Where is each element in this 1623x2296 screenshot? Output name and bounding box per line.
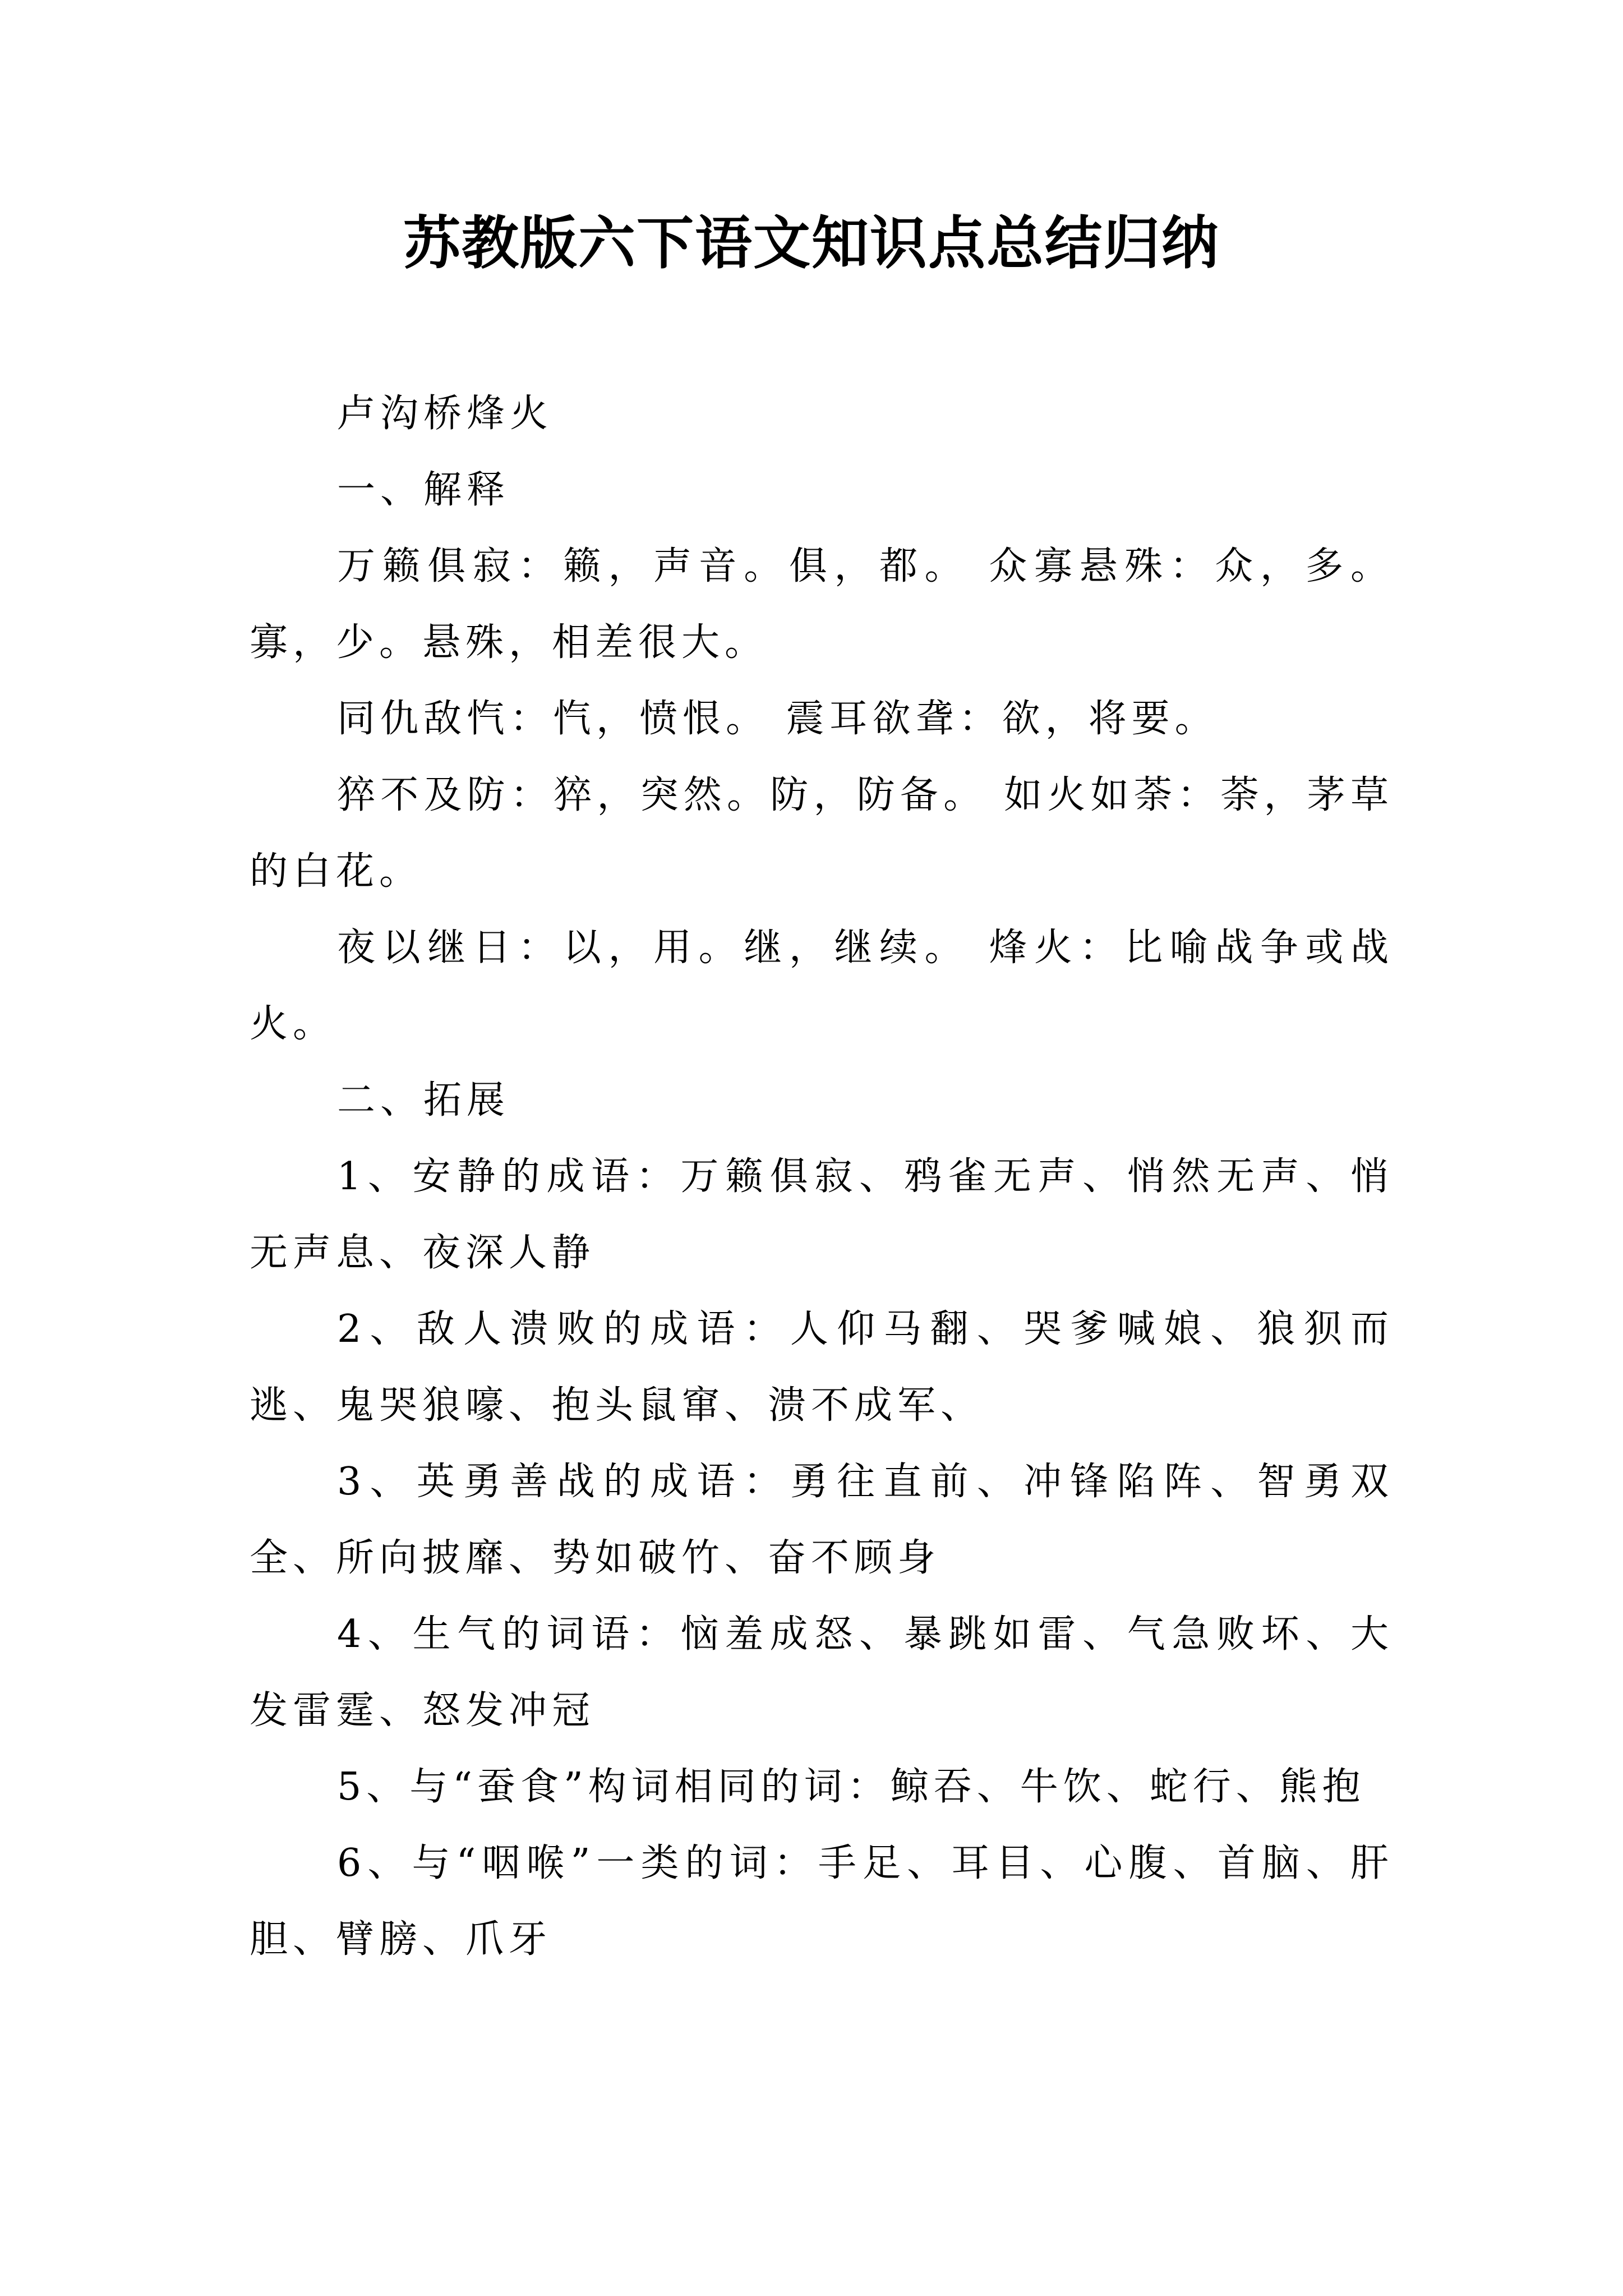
extension-item: 1、安静的成语：万籁俱寂、鸦雀无声、悄然无声、悄无声息、夜深人静 [250, 1154, 1394, 1275]
explanation-paragraph: 同仇敌忾：忾，愤恨。 震耳欲聋：欲，将要。 [337, 697, 1218, 741]
subheading-explanation: 一、解释 [337, 468, 510, 512]
explanation-paragraph: 猝不及防：猝，突然。防，防备。 如火如荼：荼，茅草的白花。 [250, 773, 1394, 894]
document-title: 苏教版六下语文知识点总结归纳 [403, 210, 1220, 277]
extension-item: 5、与“蚕食”构词相同的词：鲸吞、牛饮、蛇行、熊抱 [337, 1765, 1366, 1809]
extension-item: 4、生气的词语：恼羞成怒、暴跳如雷、气急败坏、大发雷霆、怒发冲冠 [250, 1612, 1394, 1733]
explanation-paragraph: 夜以继日：以，用。继，继续。 烽火：比喻战争或战火。 [250, 926, 1394, 1046]
subheading-extension: 二、拓展 [337, 1078, 510, 1122]
section-heading-lugouqiao: 卢沟桥烽火 [337, 392, 554, 436]
document-body [250, 376, 1394, 1978]
explanation-paragraph: 万籁俱寂：籁，声音。俱，都。 众寡悬殊：众，多。寡，少。悬殊，相差很大。 [250, 544, 1394, 665]
extension-item: 6、与“咽喉”一类的词：手足、耳目、心腹、首脑、肝胆、臂膀、爪牙 [250, 1841, 1394, 1962]
extension-item: 2、敌人溃败的成语：人仰马翻、哭爹喊娘、狼狈而逃、鬼哭狼嚎、抱头鼠窜、溃不成军、 [250, 1307, 1394, 1428]
extension-item: 3、英勇善战的成语：勇往直前、冲锋陷阵、智勇双全、所向披靡、势如破竹、奋不顾身 [250, 1460, 1394, 1580]
